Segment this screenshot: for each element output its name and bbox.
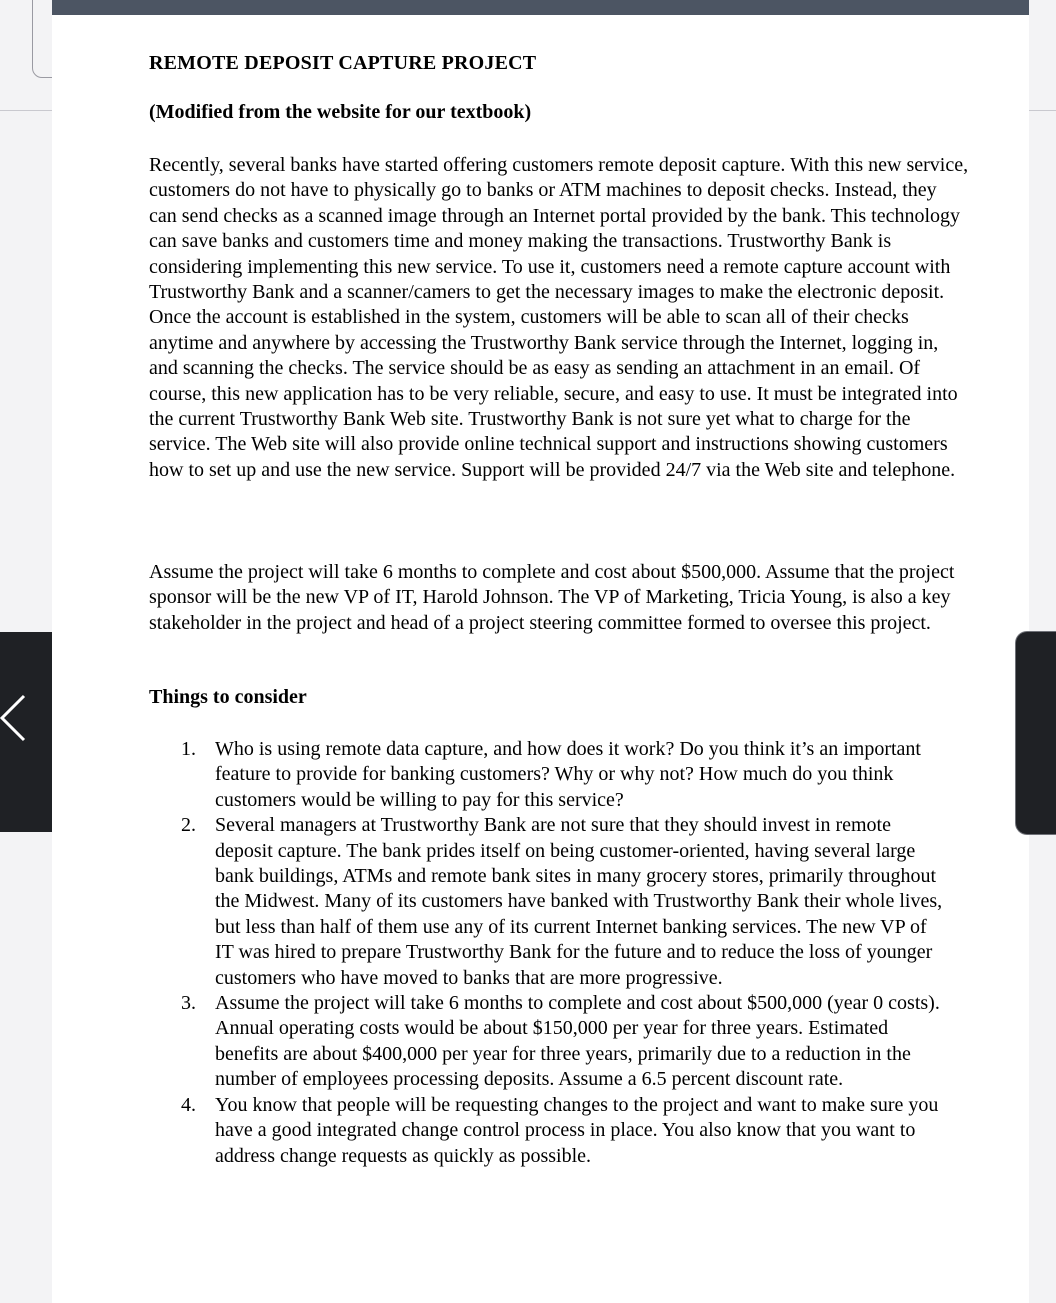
list-item-text: Several managers at Trustworthy Bank are not sure that they should invest in remote deposit capture. The bank prides itself on being customer-oriented, having several large bank buildings, ATMs and remote bank sites in many grocery stores, primarily throughout the Midwest. Many of its customers have banked with Trustworthy Bank their whole lives, but less than half of them use any of its current Internet banking services. The new VP of IT was hired to prepare Trustworthy Bank for the future and to reduce the loss of younger customers who have moved to banks that are more progressive. <box>215 814 943 989</box>
list-item-text: Who is using remote data capture, and how does it work? Do you think it’s an important feature to provide for banking customers? Why or why not? How much do you think customers would be willing to pay for this service? <box>215 738 921 811</box>
previous-page-button[interactable] <box>0 632 52 832</box>
list-item-number: 4. <box>181 1093 196 1116</box>
list-item-text: Assume the project will take 6 months to complete and cost about $500,000 (year 0 costs). Annual operating costs would be about $150,000 per year for three years. Estimated benefits are about $400,000 per year for three years, primarily due to a reduction in the number of employees processing deposits. Assume a 6.5 percent discount rate. <box>215 992 940 1091</box>
section-heading: Things to consider <box>149 686 307 708</box>
list-item-number: 3. <box>181 992 196 1015</box>
document-title: REMOTE DEPOSIT CAPTURE PROJECT <box>149 52 537 74</box>
considerations-list <box>149 737 949 1169</box>
next-page-button[interactable] <box>1015 631 1056 835</box>
document-page <box>52 15 1029 1303</box>
list-item <box>149 1093 949 1169</box>
list-item-text: You know that people will be requesting changes to the project and want to make sure you have a good integrated change control process in place. You also know that you want to address change requests as quickly as possible. <box>215 1093 939 1167</box>
previous-page-edge <box>52 0 1029 15</box>
list-item-number: 1. <box>181 738 196 760</box>
list-item-number: 2. <box>181 814 196 837</box>
gutter-divider-left <box>0 110 52 111</box>
assumption-paragraph: Assume the project will take 6 months to complete and cost about $500,000. Assume that the project sponsor will be the new VP of IT, Harold Johnson. The VP of Marketing, Tricia Young, is also a key stakeholder in the project and head of a project steering committee formed to oversee this project. <box>149 561 955 634</box>
document-subtitle: (Modified from the website for our textbook) <box>149 101 532 123</box>
chevron-left-icon <box>0 694 30 774</box>
list-item <box>149 737 949 813</box>
list-item <box>149 813 949 991</box>
intro-paragraph: Recently, several banks have started offering customers remote deposit capture. With this new service, customers do not have to physically go to banks or ATM machines to deposit checks. Instead, they can send checks as a scanned image through an Internet portal provided by the bank. This technology can save banks and customers time and money making the transactions. Trustworthy Bank is considering implementing this new service. To use it, customers need a remote capture account with Trustworthy Bank and a scanner/camers to get the necessary images to make the electronic deposit. Once the account is established in the system, customers will be able to scan all of their checks anytime and anywhere by accessing the Trustworthy Bank service through the Internet, logging in, and scanning the checks. The service should be as easy as sending an attachment in an email. Of course, this new application has to be very reliable, secure, and easy to use. It must be integrated into the current Trustworthy Bank Web site. Trustworthy Bank is not sure yet what to charge for the service. The Web site will also provide online technical support and instructions showing customers how to set up and use the new service. Support will be provided 24/7 via the Web site and telephone. <box>149 154 969 481</box>
gutter-divider-right <box>1029 110 1056 111</box>
list-item <box>149 991 949 1093</box>
